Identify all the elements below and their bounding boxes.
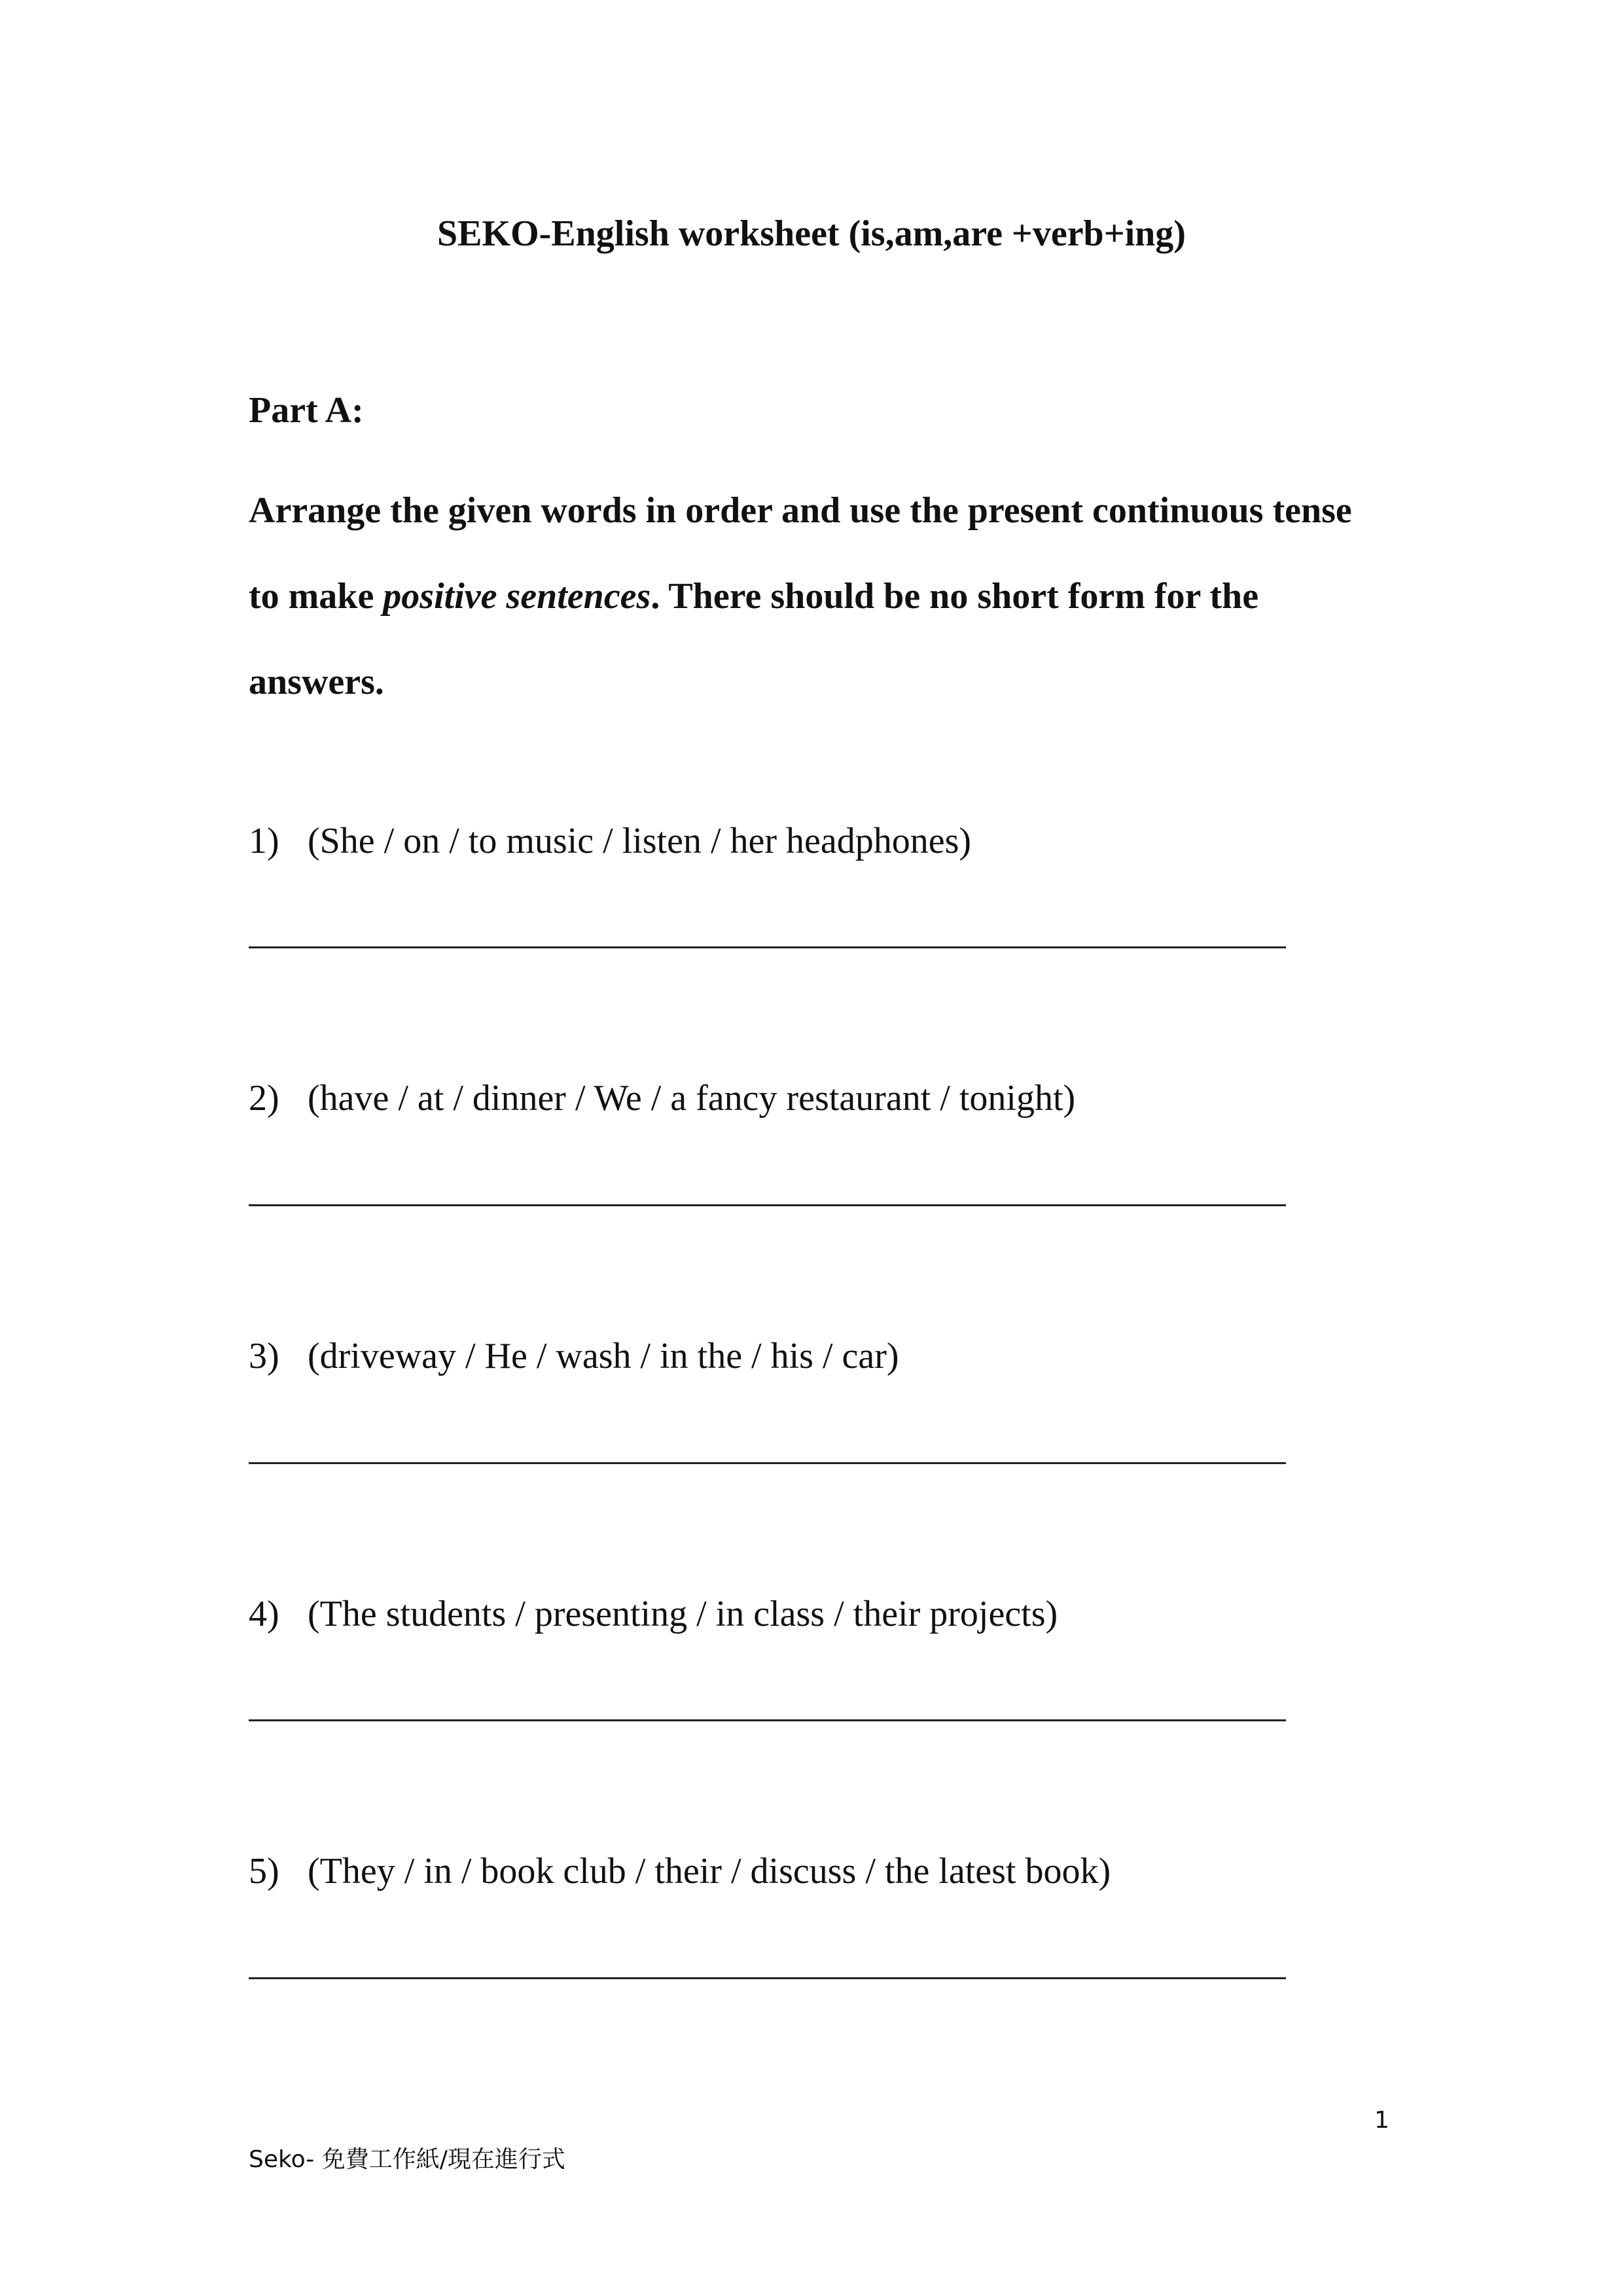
answer-line-4[interactable] — [249, 1719, 1286, 1721]
answer-line-3[interactable] — [249, 1462, 1286, 1464]
question-prompt: (driveway / He / wash / in the / his / car) — [308, 1336, 899, 1376]
question-number: 4) — [249, 1594, 279, 1634]
question-5 — [249, 1848, 1111, 1894]
instruction-text-after: . There should be no short form for the answers. — [249, 576, 1259, 702]
question-number: 1) — [249, 821, 279, 861]
question-number: 3) — [249, 1336, 279, 1376]
answer-line-1[interactable] — [249, 946, 1286, 948]
question-1 — [249, 818, 971, 864]
instruction-text-before: Arrange the given words in order and use the present continuous tense to make — [249, 490, 1352, 617]
question-number: 5) — [249, 1851, 279, 1892]
question-prompt: (The students / presenting / in class / their projects) — [308, 1594, 1058, 1634]
question-2 — [249, 1075, 1075, 1121]
worksheet-title: SEKO-English worksheet (is,am,are +verb+ing) — [437, 213, 1186, 254]
question-3 — [249, 1333, 899, 1379]
instructions — [249, 468, 1361, 725]
answer-line-2[interactable] — [249, 1204, 1286, 1206]
question-prompt: (They / in / book club / their / discuss / the latest book) — [308, 1851, 1111, 1892]
answer-line-5[interactable] — [249, 1977, 1286, 1979]
page-number: 1 — [1374, 2107, 1389, 2134]
question-prompt: (She / on / to music / listen / her headphones) — [308, 821, 972, 861]
question-number: 2) — [249, 1078, 279, 1119]
instruction-emphasis: positive sentences — [383, 576, 651, 617]
question-prompt: (have / at / dinner / We / a fancy restaurant / tonight) — [308, 1078, 1076, 1119]
part-heading: Part A: — [249, 390, 364, 431]
footer-text: Seko- 免費工作紙/現在進行式 — [249, 2146, 565, 2173]
question-4 — [249, 1591, 1058, 1637]
